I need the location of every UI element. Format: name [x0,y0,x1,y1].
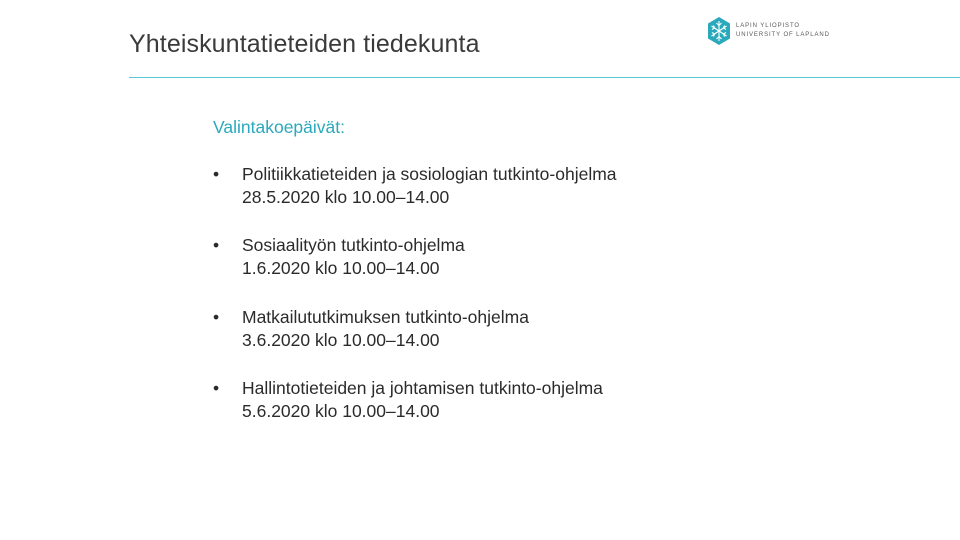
exam-date: 5.6.2020 klo 10.00–14.00 [242,401,440,421]
bullet: • [213,378,220,398]
program-name: Sosiaalityön tutkinto-ohjelma [242,235,465,255]
logo-wordmark [736,22,830,40]
header-divider [129,77,960,78]
program-name: Politiikkatieteiden ja sosiologian tutkinto-ohjelma [242,164,617,184]
snowflake-logo-icon [706,16,732,46]
exam-date: 1.6.2020 klo 10.00–14.00 [242,258,440,278]
exam-date: 28.5.2020 klo 10.00–14.00 [242,187,450,207]
list-item-text [242,306,529,352]
program-name: Matkailututkimuksen tutkinto-ohjelma [242,307,529,327]
bullet: • [213,164,220,184]
section-subheading: Valintakoepäivät: [213,117,345,137]
university-logo[interactable] [706,16,830,48]
logo-line-1: LAPIN YLIOPISTO [736,23,800,29]
list-item-text [242,234,465,280]
page-title: Yhteiskuntatieteiden tiedekunta [129,30,480,58]
list-item-text [242,377,603,423]
logo-line-2: UNIVERSITY OF LAPLAND [736,32,830,38]
program-name: Hallintotieteiden ja johtamisen tutkinto-ohjelma [242,378,603,398]
list-item-text [242,163,617,209]
exam-date: 3.6.2020 klo 10.00–14.00 [242,330,440,350]
bullet: • [213,307,220,327]
bullet: • [213,235,220,255]
